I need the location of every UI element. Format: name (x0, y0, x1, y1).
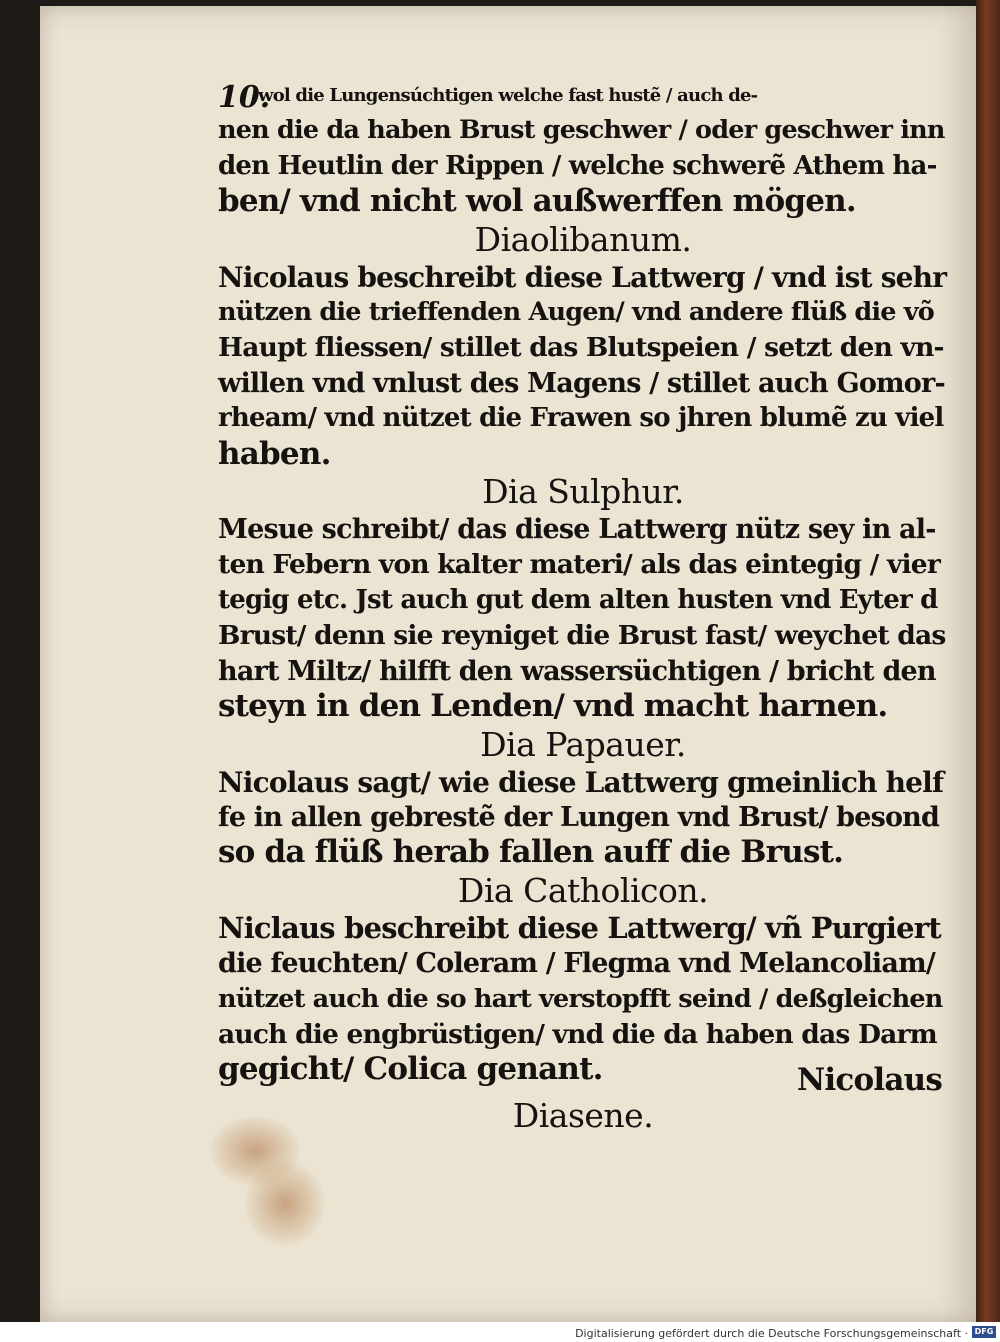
text-line: auch die engbrüstigen/ vnd die da haben das Darm (218, 1018, 937, 1050)
text-block (218, 78, 948, 1136)
text-line: ten Febern von kalter materi/ als das eintegig / vier (218, 549, 941, 581)
text-line: hart Miltz/ hilfft den wassersüchtigen / bricht den (218, 655, 936, 687)
text-line: Haupt fliessen/ stillet das Blutspeien / setzt den vn- (218, 332, 944, 364)
section-heading: Diasene. (512, 1095, 654, 1135)
text-line: so da flüß herab fallen auff die Brust. (218, 834, 844, 871)
text-line: steyn in den Lenden/ vnd macht harnen. (218, 688, 888, 725)
text-line: Nicolaus beschreibt diese Lattwerg / vnd ist sehr (218, 260, 947, 294)
text-line: wol die Lungensúchtigen welche fast hustẽ / auch de- (258, 85, 758, 106)
dfg-logo-icon: DFG (972, 1326, 996, 1338)
folio-number: 10. (218, 80, 271, 115)
section-heading: Dia Catholicon. (457, 870, 709, 910)
text-line: Brust/ denn sie reyniget die Brust fast/ weychet das (218, 620, 946, 652)
text-line: nützet auch die so hart verstopfft seind / deßgleichen (218, 983, 943, 1014)
section-heading: Diaolibanum. (474, 219, 692, 259)
footer-bar (0, 1322, 1000, 1342)
text-line: rheam/ vnd nützet die Frawen so jhren blumẽ zu viel (218, 403, 944, 434)
section-heading: Dia Papauer. (480, 724, 686, 764)
text-line: willen vnd vnlust des Magens / stillet auch Gomor- (218, 367, 945, 399)
text-line: den Heutlin der Rippen / welche schwerẽ Athem ha- (218, 150, 937, 181)
text-line: fe in allen gebrestẽ der Lungen vnd Brust/ besond (218, 801, 940, 833)
section-heading: Dia Sulphur. (482, 472, 684, 512)
text-line: ben/ vnd nicht wol außwerffen mögen. (218, 183, 856, 220)
book-edge (976, 0, 1000, 1322)
text-line: nen die da haben Brust geschwer / oder geschwer inn (218, 115, 945, 146)
text-line: haben. (218, 435, 331, 472)
stain-lower (245, 1161, 325, 1246)
text-line: die feuchten/ Coleram / Flegma vnd Melancoliam/ (218, 948, 935, 980)
text-line: Mesue schreibt/ das diese Lattwerg nütz sey in al- (218, 514, 936, 546)
catchword: Nicolaus (796, 1062, 942, 1098)
funding-notice: Digitalisierung gefördert durch die Deutsche Forschungsgemeinschaft · (575, 1327, 968, 1340)
text-line: Nicolaus sagt/ wie diese Lattwerg gmeinlich helf (218, 765, 944, 799)
text-line: tegig etc. Jst auch gut dem alten husten vnd Eyter d (218, 584, 938, 615)
text-line: gegicht/ Colica genant. (218, 1051, 603, 1088)
text-line: nützen die trieffenden Augen/ vnd andere flüß die võ (218, 297, 935, 328)
text-line: Niclaus beschreibt diese Lattwerg/ vñ Purgiert (218, 910, 941, 945)
